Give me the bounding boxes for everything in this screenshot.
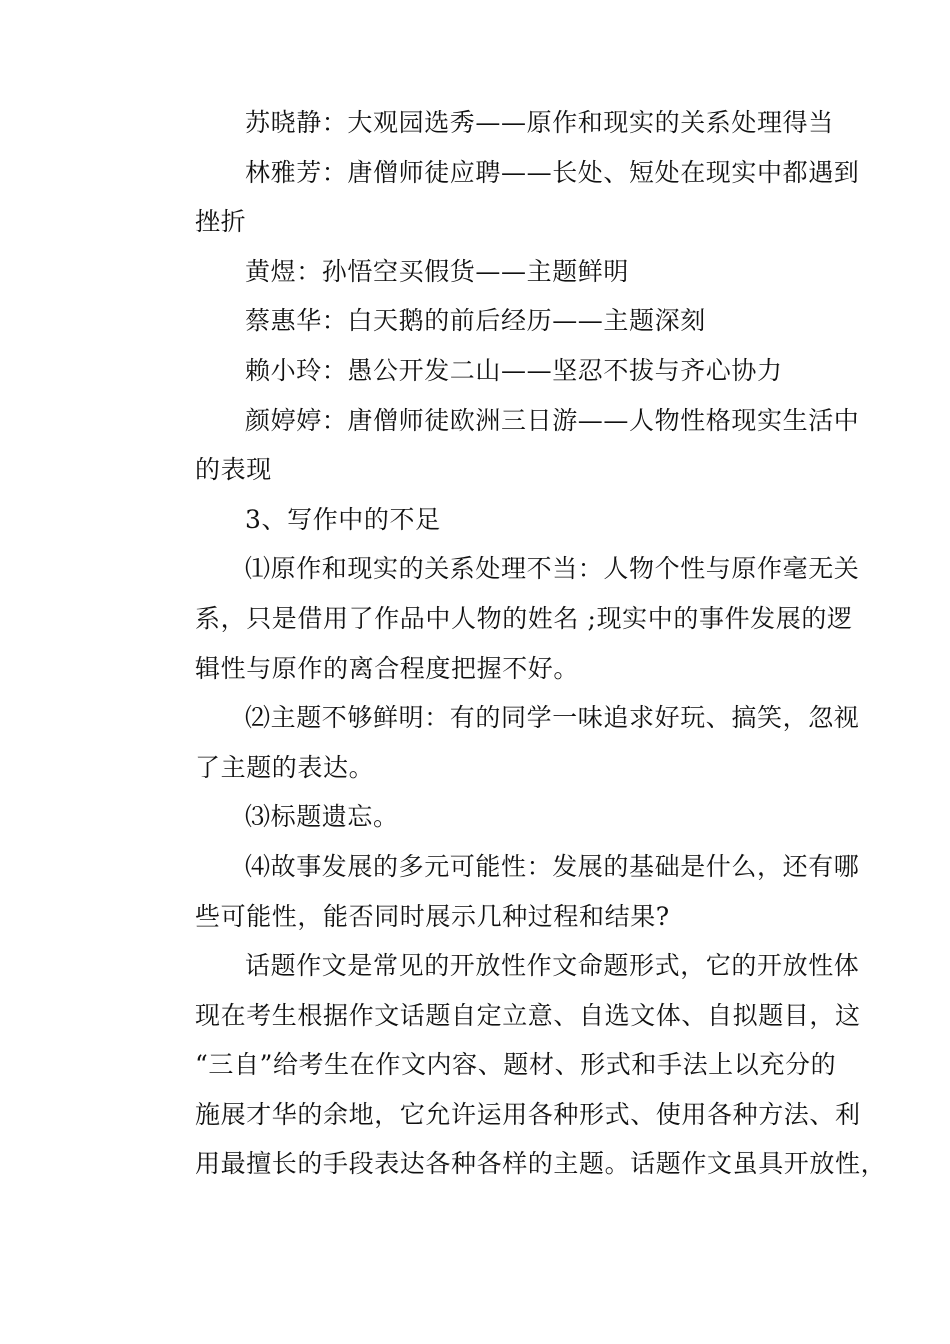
text-line: ⑷故事发展的多元可能性：发展的基础是什么，还有哪 xyxy=(245,851,860,881)
text-line: 颜婷婷：唐僧师徒欧洲三日游——人物性格现实生活中 xyxy=(245,405,860,435)
text-line: “三自”给考生在作文内容、题材、形式和手法上以充分的 xyxy=(195,1050,837,1080)
text-line: 辑性与原作的离合程度把握不好。 xyxy=(195,653,580,683)
text-line: 挫折 xyxy=(195,207,247,237)
text-line: 赖小玲：愚公开发二山——坚忍不拔与齐心协力 xyxy=(245,355,783,385)
text-line: 的表现 xyxy=(195,455,272,485)
text-block xyxy=(145,98,887,1189)
text-line: 现在考生根据作文话题自定立意、自选文体、自拟题目，这 xyxy=(195,1000,861,1030)
text-line: 林雅芳：唐僧师徒应聘——长处、短处在现实中都遇到 xyxy=(245,157,860,187)
text-line: 话题作文是常见的开放性作文命题形式，它的开放性体 xyxy=(245,951,860,981)
text-line: 黄煜：孙悟空买假货——主题鲜明 xyxy=(245,256,630,286)
section-heading: 3、写作中的不足 xyxy=(245,504,441,534)
text-line: ⑵主题不够鲜明：有的同学一味追求好玩、搞笑，忽视 xyxy=(245,703,860,733)
text-line: 苏晓静：大观园选秀——原作和现实的关系处理得当 xyxy=(245,108,834,137)
document-body xyxy=(145,98,887,1189)
text-line: 些可能性，能否同时展示几种过程和结果? xyxy=(195,901,670,931)
text-line: 系，只是借用了作品中人物的姓名 ;现实中的事件发展的逻 xyxy=(195,603,853,633)
text-line: 了主题的表达。 xyxy=(195,752,375,782)
text-line: 施展才华的余地，它允许运用各种形式、使用各种方法、利 xyxy=(195,1099,861,1129)
text-line: 用最擅长的手段表达各种各样的主题。话题作文虽具开放性， xyxy=(195,1149,887,1179)
text-line: ⑶标题遗忘。 xyxy=(245,802,399,832)
text-line: 蔡惠华：白天鹅的前后经历——主题深刻 xyxy=(245,306,706,336)
text-line: ⑴原作和现实的关系处理不当：人物个性与原作毫无关 xyxy=(245,554,860,584)
